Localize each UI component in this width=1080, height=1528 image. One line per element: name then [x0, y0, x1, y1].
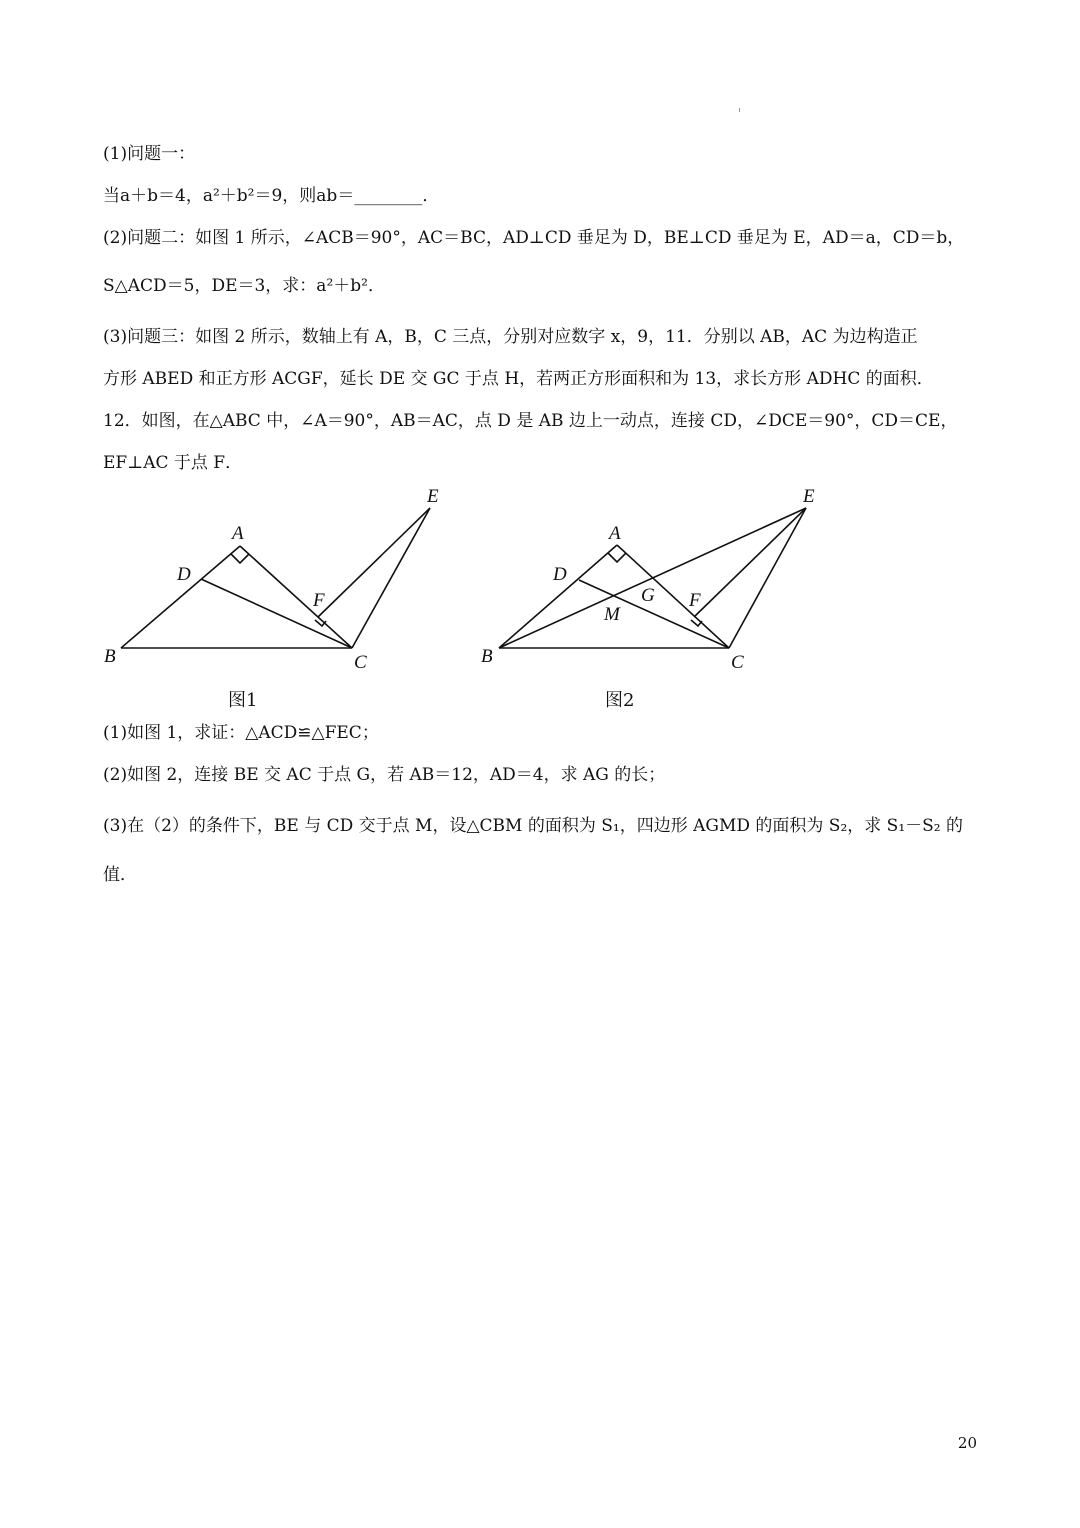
label-d: D	[177, 564, 191, 585]
text-line: (1)问题一：	[103, 144, 196, 164]
segment-ba	[499, 545, 617, 648]
text-line: EF⊥AC 于点 F．	[103, 453, 243, 473]
label-c: C	[354, 652, 367, 673]
label-b: B	[481, 646, 493, 667]
label-m: M	[604, 604, 620, 625]
label-d: D	[553, 564, 567, 585]
label-e: E	[803, 486, 815, 507]
label-f: F	[689, 590, 701, 611]
label-c: C	[731, 652, 744, 673]
segment-be	[499, 508, 806, 648]
question-line: (2)如图 2，连接 BE 交 AC 于点 G，若 AB＝12，AD＝4，求 AG 的长；	[103, 765, 666, 785]
text-line: 12．如图，在△ABC 中，∠A＝90°，AB＝AC，点 D 是 AB 边上一动点，连接 CD，∠DCE＝90°，CD＝CE，	[103, 411, 958, 431]
text-line: 当a＋b＝4，a²＋b²＝9，则ab＝________．	[103, 186, 440, 206]
question-line: (1)如图 1，求证：△ACD≌△FEC；	[103, 723, 379, 743]
page-number: 20	[957, 1434, 977, 1452]
question-line: 值．	[103, 865, 137, 885]
figure-2-caption: 图2	[605, 690, 635, 711]
segment-ef	[694, 508, 806, 617]
label-f: F	[313, 590, 325, 611]
text-line: 方形 ABED 和正方形 ACGF，延长 DE 交 GC 于点 H，若两正方形面积和为 13，求长方形 ADHC 的面积．	[103, 369, 934, 389]
label-g: G	[641, 585, 655, 606]
text-line: S△ACD＝5，DE＝3，求：a²＋b²．	[103, 276, 385, 296]
figure-1-caption: 图1	[228, 690, 258, 711]
label-a: A	[232, 523, 244, 544]
question-line: (3)在（2）的条件下，BE 与 CD 交于点 M，设△CBM 的面积为 S₁，四边形 AGMD 的面积为 S₂，求 S₁－S₂ 的	[103, 816, 964, 836]
segment-ce	[729, 508, 806, 648]
segment-ac	[617, 545, 729, 648]
label-e: E	[427, 486, 439, 507]
right-angle-mark-a	[608, 553, 626, 562]
label-b: B	[104, 646, 116, 667]
label-a: A	[609, 523, 621, 544]
text-line: (3)问题三：如图 2 所示，数轴上有 A，B，C 三点，分别对应数字 x，9，11．分别以 AB，AC 为边构造正	[103, 327, 918, 347]
figure-2	[0, 0, 1080, 720]
text-line: (2)问题二：如图 1 所示，∠ACB＝90°，AC＝BC，AD⊥CD 垂足为 D，BE⊥CD 垂足为 E，AD＝a，CD＝b，	[103, 228, 965, 248]
